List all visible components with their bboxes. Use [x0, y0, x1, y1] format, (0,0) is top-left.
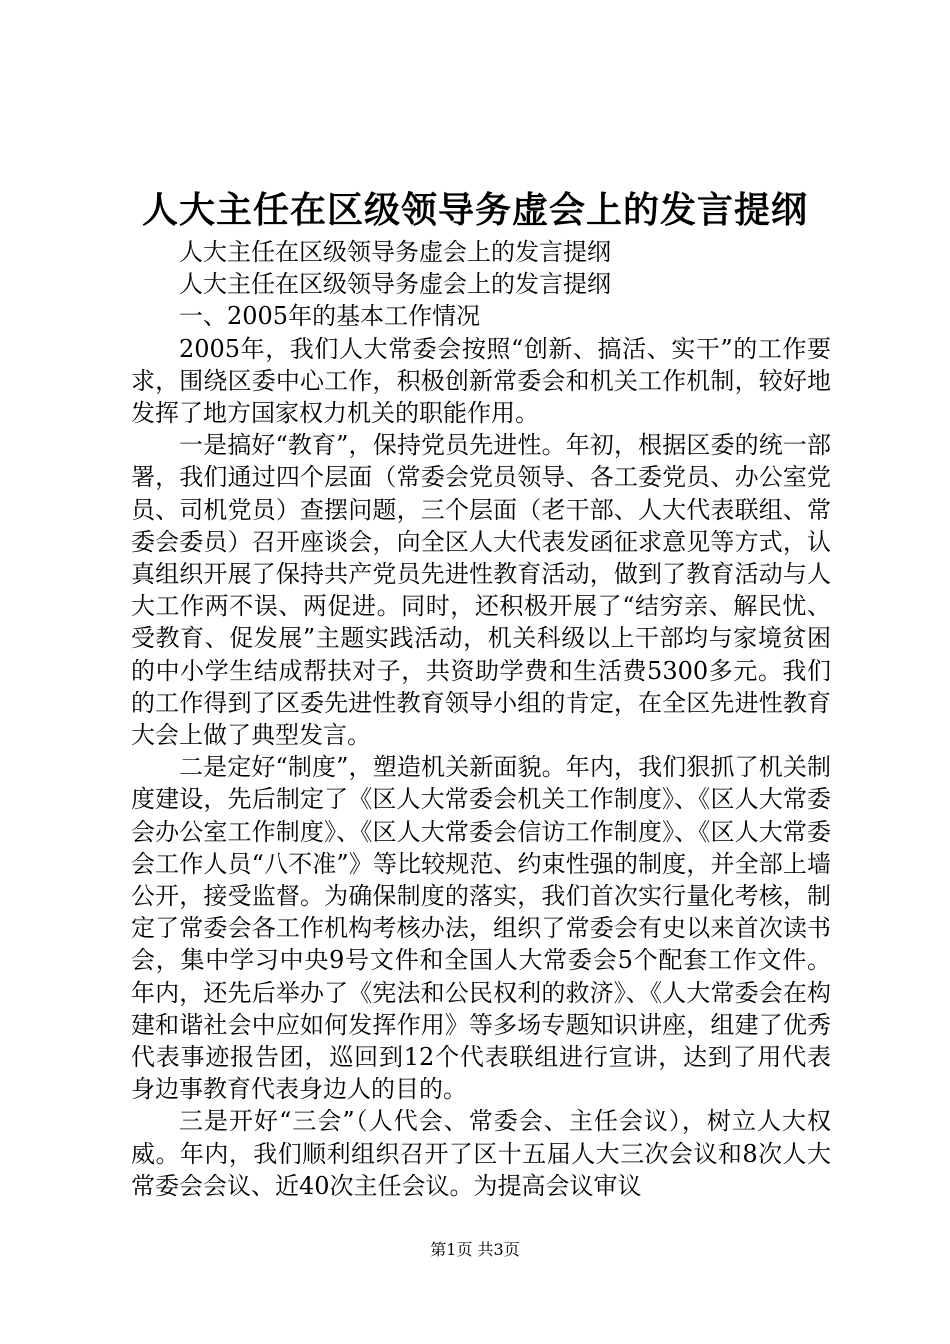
paragraph: 人大主任在区级领导务虚会上的发言提纲 [179, 270, 611, 299]
paragraph: 2005年，我们人大常委会按照“创新、搞活、实干”的工作要求，围绕区委中心工作，积极创新常委会和机关工作机制，较好地发挥了地方国家权力机关的职能作用。 [131, 334, 831, 428]
section-heading: 一、2005年的基本工作情况 [179, 302, 481, 331]
page-number-footer: 第1页 共3页 [430, 1240, 520, 1259]
paragraph: 人大主任在区级领导务虚会上的发言提纲 [179, 238, 611, 266]
document-title: 人大主任在区级领导务虚会上的发言提纲 [141, 189, 808, 231]
document-body [131, 236, 831, 1202]
paragraph: 三是开好“三会”（人代会、常委会、主任会议），树立人大权威。年内，我们顺利组织召开了区十五届人大三次会议和8次人大常委会会议、近40次主任会议。为提高会议审议 [131, 1107, 831, 1200]
paragraph: 一是搞好“教育”，保持党员先进性。年初，根据区委的统一部署，我们通过四个层面（常委会党员领导、各工委党员、办公室党员、司机党员）查摆问题，三个层面（老干部、人大代表联组、常委会委员）召开座谈会，向全区人大代表发函征求意见等方式，认真组织开展了保持共产党员先进性教育活动，做到了教育活动与人大工作两不误、两促进。同时，还积极开展了“结穷亲、解民忧、受教育、促发展”主题实践活动，机关科级以上干部均与家境贫困的中小学生结成帮扶对子，共资助学费和生活费5300多元。我们的工作得到了区委先进性教育领导小组的肯定，在全区先进性教育大会上做了典型发言。 [131, 431, 831, 750]
paragraph: 二是定好“制度”，塑造机关新面貌。年内，我们狠抓了机关制度建设，先后制定了《区人大常委会机关工作制度》、《区人大常委会办公室工作制度》、《区人大常委会信访工作制度》、《区人大常委会工作人员“八不准”》等比较规范、约束性强的制度，并全部上墙公开，接受监督。为确保制度的落实，我们首次实行量化考核，制定了常委会各工作机构考核办法，组织了常委会有史以来首次读书会，集中学习中央9号文件和全国人大常委会5个配套工作文件。年内，还先后举办了《宪法和公民权利的救济》、《人大常委会在构建和谐社会中应如何发挥作用》等多场专题知识讲座，组建了优秀代表事迹报告团，巡回到12个代表联组进行宣讲，达到了用代表身边事教育代表身边人的目的。 [131, 753, 831, 1104]
